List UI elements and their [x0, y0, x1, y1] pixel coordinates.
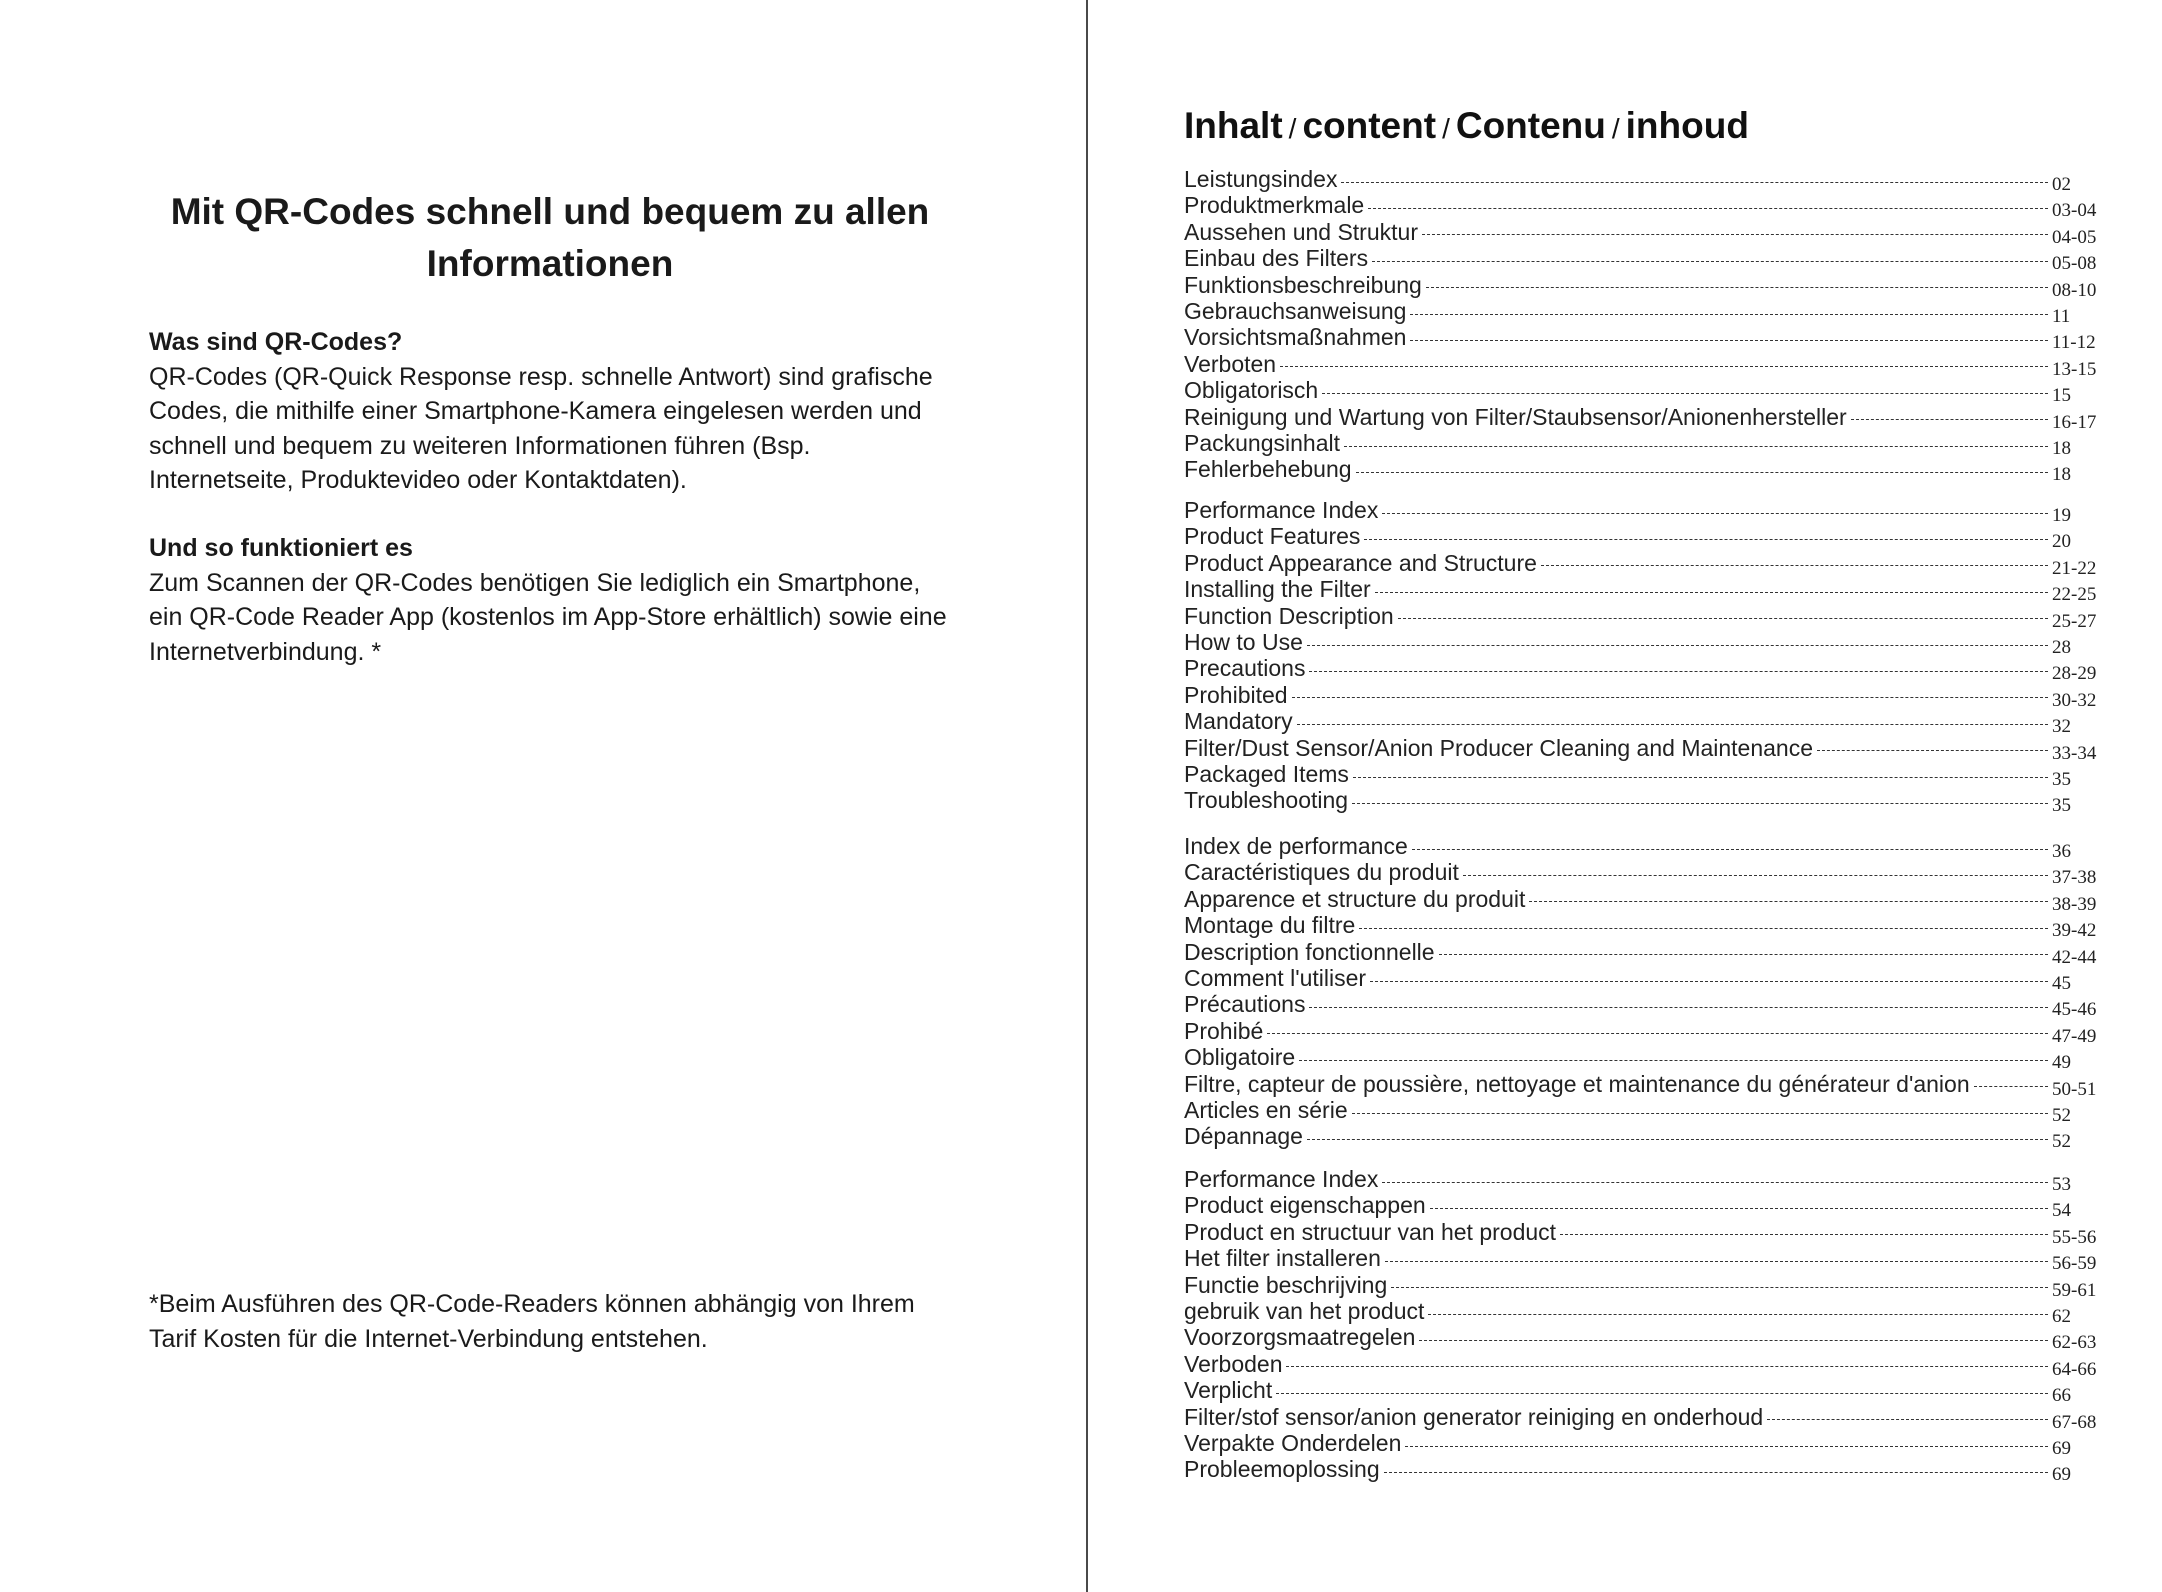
toc-dot-leader [1309, 1007, 2048, 1008]
toc-entry-page: 69 [2052, 1464, 2071, 1486]
toc-title-de: Inhalt [1184, 105, 1283, 146]
toc-entry-page: 62-63 [2052, 1332, 2097, 1354]
toc-entry-page: 03-04 [2052, 200, 2097, 222]
toc-entry [1184, 1218, 2104, 1248]
toc-entry-label: Mandatory [1184, 708, 1293, 735]
toc-dot-leader [1372, 261, 2048, 262]
toc-entry-label: Functie beschrijving [1184, 1271, 1388, 1298]
toc-entry-page: 32 [2052, 716, 2071, 738]
toc-dot-leader [1307, 645, 2048, 646]
toc-dot-leader [1405, 1446, 2048, 1447]
toc-entry [1184, 1070, 2104, 1100]
toc-title-en: content [1302, 105, 1437, 146]
toc-entry [1184, 602, 2104, 632]
toc-entry-page: 25-27 [2052, 610, 2097, 632]
section-heading: Was sind QR-Codes? [149, 328, 403, 356]
toc-entry [1184, 166, 2104, 195]
toc-entry [1184, 655, 2104, 685]
toc-entry-label: Apparence et structure du produit [1184, 885, 1526, 912]
toc-entry-label: Leistungsindex [1184, 166, 1338, 192]
toc-entry [1184, 456, 2104, 486]
toc-entry-label: Voorzorgsmaatregelen [1184, 1324, 1416, 1351]
toc-entry [1184, 628, 2104, 658]
toc-entry [1184, 429, 2104, 459]
toc-entry-label: Comment l'utiliser [1184, 964, 1367, 991]
toc-dot-leader [1297, 724, 2048, 725]
toc-entry-label: Articles en série [1184, 1096, 1348, 1123]
section-heading: Und so funktioniert es [149, 534, 413, 562]
toc-entry-page: 33-34 [2052, 742, 2097, 764]
toc-entry [1184, 1192, 2104, 1222]
toc-entry-page: 53 [2052, 1174, 2071, 1195]
toc-entry-label: Verboden [1184, 1350, 1283, 1377]
toc-entry-page: 35 [2052, 768, 2071, 790]
toc-entry [1184, 885, 2104, 915]
toc-dot-leader [1286, 1366, 2048, 1367]
toc-entry-page: 18 [2052, 464, 2071, 486]
toc-dot-leader [1359, 928, 2048, 929]
toc-title-separator: / [1288, 113, 1297, 144]
toc-entry-label: Aussehen und Struktur [1184, 218, 1418, 245]
toc-entry-label: Montage du filtre [1184, 912, 1356, 939]
toc-entry-label: Précautions [1184, 991, 1306, 1018]
toc-entry-label: Verplicht [1184, 1377, 1273, 1404]
toc-dot-leader [1382, 1182, 2048, 1183]
toc-entry-label: Probleemoplossing [1184, 1456, 1380, 1483]
toc-entry-page: 50-51 [2052, 1078, 2097, 1100]
toc-entry-page: 66 [2052, 1385, 2071, 1407]
toc-entry [1184, 859, 2104, 889]
toc-group-french [1184, 833, 2104, 1153]
toc-entry-label: Fehlerbehebung [1184, 456, 1352, 483]
toc-entry [1184, 912, 2104, 942]
toc-entry-page: 11-12 [2052, 332, 2096, 354]
toc-entry-label: Verpakte Onderdelen [1184, 1429, 1402, 1456]
toc-dot-leader [1422, 234, 2048, 235]
toc-dot-leader [1817, 750, 2048, 751]
toc-entry [1184, 1429, 2104, 1459]
toc-entry-page: 18 [2052, 437, 2071, 459]
toc-entry [1184, 192, 2104, 222]
toc-entry [1184, 218, 2104, 248]
toc-entry-label: Prohibited [1184, 681, 1288, 708]
toc-entry-page: 30-32 [2052, 689, 2097, 711]
toc-dot-leader [1851, 419, 2048, 420]
toc-entry-label: Prohibé [1184, 1017, 1264, 1044]
footnote: *Beim Ausführen des QR-Code-Readers können abhängig von Ihrem Tarif Kosten für die Internet-Verbindung entstehen. [149, 1290, 915, 1353]
toc-entry-page: 04-05 [2052, 226, 2097, 248]
toc-group-dutch [1184, 1166, 2104, 1486]
toc-entry-page: 52 [2052, 1104, 2071, 1126]
section-body: Zum Scannen der QR-Codes benötigen Sie lediglich ein Smartphone, ein QR-Code Reader App (kostenlos im App-Store erhältlich) sowie eine Internetverbindung. * [149, 568, 947, 666]
toc-dot-leader [1463, 875, 2048, 876]
toc-entry [1184, 760, 2104, 790]
toc-dot-leader [1370, 981, 2048, 982]
toc-entry-page: 45-46 [2052, 999, 2097, 1021]
toc-entry [1184, 1324, 2104, 1354]
toc-group-english [1184, 497, 2104, 817]
toc-dot-leader [1439, 954, 2048, 955]
toc-entry-page: 36 [2052, 841, 2071, 862]
toc-entry-label: Function Description [1184, 602, 1394, 629]
toc-entry-page: 64-66 [2052, 1358, 2097, 1380]
toc-entry-label: Product en structuur van het product [1184, 1218, 1557, 1245]
toc-entry-page: 08-10 [2052, 279, 2097, 301]
toc-entry [1184, 377, 2104, 407]
toc-dot-leader [1322, 393, 2048, 394]
toc-entry-label: Index de performance [1184, 833, 1408, 859]
toc-entry-page: 35 [2052, 795, 2071, 817]
toc-entry-label: Einbau des Filters [1184, 245, 1369, 272]
toc-dot-leader [1410, 340, 2048, 341]
toc-entry-page: 11 [2052, 305, 2071, 327]
toc-dot-leader [1341, 182, 2048, 183]
toc-entry [1184, 324, 2104, 354]
toc-group-german [1184, 166, 2104, 486]
toc-title-separator: / [1442, 113, 1450, 144]
toc-entry-page: 39-42 [2052, 920, 2097, 942]
toc-dot-leader [1541, 565, 2048, 566]
toc-entry [1184, 549, 2104, 579]
toc-entry-label: Installing the Filter [1184, 576, 1371, 603]
toc-entry [1184, 708, 2104, 738]
section-how-it-works [149, 531, 949, 669]
toc-entry-page: 52 [2052, 1131, 2071, 1153]
toc-dot-leader [1309, 671, 2048, 672]
toc-entry-label: Filter/Dust Sensor/Anion Producer Cleaning and Maintenance [1184, 734, 1814, 761]
toc-entry-page: 37-38 [2052, 867, 2097, 889]
toc-entry-label: Het filter installeren [1184, 1245, 1381, 1272]
toc-dot-leader [1307, 1139, 2048, 1140]
toc-entry [1184, 403, 2104, 433]
toc-entry [1184, 1456, 2104, 1486]
toc-entry [1184, 1297, 2104, 1327]
toc-entry-page: 59-61 [2052, 1279, 2097, 1301]
toc-dot-leader [1382, 513, 2048, 514]
toc-entry-page: 13-15 [2052, 358, 2097, 380]
toc-entry-page: 69 [2052, 1437, 2071, 1459]
right-page [1088, 0, 2162, 1587]
toc-title [1184, 100, 1749, 155]
toc-entry-label: Filter/stof sensor/anion generator reiniging en onderhoud [1184, 1403, 1764, 1430]
toc-entry-label: gebruik van het product [1184, 1297, 1425, 1324]
toc-entry [1184, 833, 2104, 862]
toc-entry-page: 05-08 [2052, 253, 2097, 275]
toc-entry-label: Dépannage [1184, 1123, 1303, 1150]
toc-dot-leader [1428, 1314, 2048, 1315]
toc-entry [1184, 297, 2104, 327]
toc-dot-leader [1385, 1261, 2048, 1262]
toc-dot-leader [1426, 287, 2048, 288]
toc-dot-leader [1384, 1472, 2048, 1473]
toc-entry-page: 49 [2052, 1052, 2071, 1074]
toc-entry-label: Vorsichtsmaßnahmen [1184, 324, 1407, 351]
toc-entry-page: 55-56 [2052, 1226, 2097, 1248]
toc-dot-leader [1560, 1234, 2048, 1235]
toc-dot-leader [1391, 1287, 2048, 1288]
toc-dot-leader [1767, 1419, 2048, 1420]
toc-entry [1184, 991, 2104, 1021]
toc-dot-leader [1529, 901, 2048, 902]
toc-entry-page: 19 [2052, 505, 2071, 526]
toc-entry-page: 15 [2052, 385, 2071, 407]
toc-entry-page: 38-39 [2052, 893, 2097, 915]
toc-entry-label: Troubleshooting [1184, 787, 1349, 814]
toc-entry [1184, 1245, 2104, 1275]
toc-entry-label: Gebrauchsanweisung [1184, 297, 1407, 324]
toc-entry [1184, 1123, 2104, 1153]
toc-entry-page: 54 [2052, 1200, 2071, 1222]
toc-entry-page: 16-17 [2052, 411, 2097, 433]
page-title: Mit QR-Codes schnell und bequem zu allen Informationen [170, 191, 930, 284]
toc-dot-leader [1299, 1060, 2048, 1061]
toc-entry [1184, 1271, 2104, 1301]
toc-entry-label: Caractéristiques du produit [1184, 859, 1459, 886]
toc-entry [1184, 576, 2104, 606]
toc-dot-leader [1352, 803, 2048, 804]
toc-dot-leader [1352, 1113, 2048, 1114]
toc-entry-page: 56-59 [2052, 1253, 2097, 1275]
toc-entry [1184, 523, 2104, 553]
toc-entry-page: 62 [2052, 1305, 2071, 1327]
toc-entry [1184, 271, 2104, 301]
toc-dot-leader [1410, 314, 2048, 315]
toc-entry-page: 22-25 [2052, 584, 2097, 606]
toc-entry [1184, 734, 2104, 764]
toc-entry [1184, 1403, 2104, 1433]
toc-entry-page: 47-49 [2052, 1025, 2097, 1047]
toc-entry-label: Funktionsbeschreibung [1184, 271, 1422, 298]
toc-entry [1184, 1350, 2104, 1380]
toc-entry-label: Performance Index [1184, 497, 1379, 523]
toc-dot-leader [1398, 618, 2048, 619]
toc-entry [1184, 964, 2104, 994]
toc-entry [1184, 938, 2104, 968]
toc-entry-page: 67-68 [2052, 1411, 2097, 1433]
toc-entry [1184, 497, 2104, 526]
toc-entry-label: Obligatoire [1184, 1044, 1296, 1071]
toc-entry-label: Precautions [1184, 655, 1306, 682]
toc-entry-label: Filtre, capteur de poussière, nettoyage et maintenance du générateur d'anion [1184, 1070, 1970, 1097]
toc-dot-leader [1353, 777, 2048, 778]
toc-entry-label: Product Appearance and Structure [1184, 549, 1537, 576]
toc-dot-leader [1276, 1393, 2048, 1394]
toc-dot-leader [1280, 366, 2048, 367]
toc-dot-leader [1419, 1340, 2048, 1341]
toc-entry [1184, 1044, 2104, 1074]
toc-entry-page: 42-44 [2052, 946, 2097, 968]
toc-dot-leader [1267, 1033, 2048, 1034]
toc-dot-leader [1412, 849, 2048, 850]
toc-title-separator: / [1611, 113, 1620, 144]
toc-entry-label: Reinigung und Wartung von Filter/Staubsensor/Anionenhersteller [1184, 403, 1847, 430]
toc-entry-label: How to Use [1184, 628, 1303, 655]
toc-dot-leader [1974, 1086, 2048, 1087]
toc-dot-leader [1344, 446, 2048, 447]
toc-entry [1184, 787, 2104, 817]
toc-entry-label: Description fonctionnelle [1184, 938, 1435, 965]
toc-entry-page: 21-22 [2052, 557, 2097, 579]
toc-entry-page: 45 [2052, 972, 2071, 994]
toc-entry-label: Packaged Items [1184, 760, 1349, 787]
toc-entry [1184, 1017, 2104, 1047]
toc-entry [1184, 245, 2104, 275]
toc-entry-label: Packungsinhalt [1184, 429, 1340, 456]
toc-entry [1184, 1096, 2104, 1126]
toc-entry-label: Obligatorisch [1184, 377, 1319, 404]
toc-entry-label: Verboten [1184, 350, 1277, 377]
toc-entry-label: Product eigenschappen [1184, 1192, 1426, 1219]
toc-entry [1184, 1166, 2104, 1195]
toc-dot-leader [1364, 539, 2048, 540]
toc-dot-leader [1356, 472, 2048, 473]
toc-title-nl: inhoud [1625, 105, 1749, 146]
section-what-are-qr-codes [149, 325, 949, 498]
toc-entry-label: Product Features [1184, 523, 1361, 550]
toc-dot-leader [1368, 208, 2048, 209]
toc-dot-leader [1430, 1208, 2048, 1209]
toc-entry-label: Performance Index [1184, 1166, 1379, 1192]
toc-entry [1184, 1377, 2104, 1407]
toc-entry [1184, 350, 2104, 380]
toc-entry-label: Produktmerkmale [1184, 192, 1365, 219]
toc-title-fr: Contenu [1455, 105, 1606, 146]
section-body: QR-Codes (QR-Quick Response resp. schnelle Antwort) sind grafische Codes, die mithilfe einer Smartphone-Kamera eingelesen werden und schnell und bequem zu weiteren Informationen führen (Bsp. Internetseite, Produktevideo oder Kontaktdaten). [149, 362, 933, 494]
toc-dot-leader [1375, 592, 2048, 593]
toc-entry [1184, 681, 2104, 711]
toc-entry-page: 28 [2052, 636, 2071, 658]
toc-dot-leader [1292, 697, 2048, 698]
toc-entry-page: 02 [2052, 174, 2071, 195]
toc-entry-page: 28-29 [2052, 663, 2097, 685]
toc-entry-page: 20 [2052, 531, 2071, 553]
